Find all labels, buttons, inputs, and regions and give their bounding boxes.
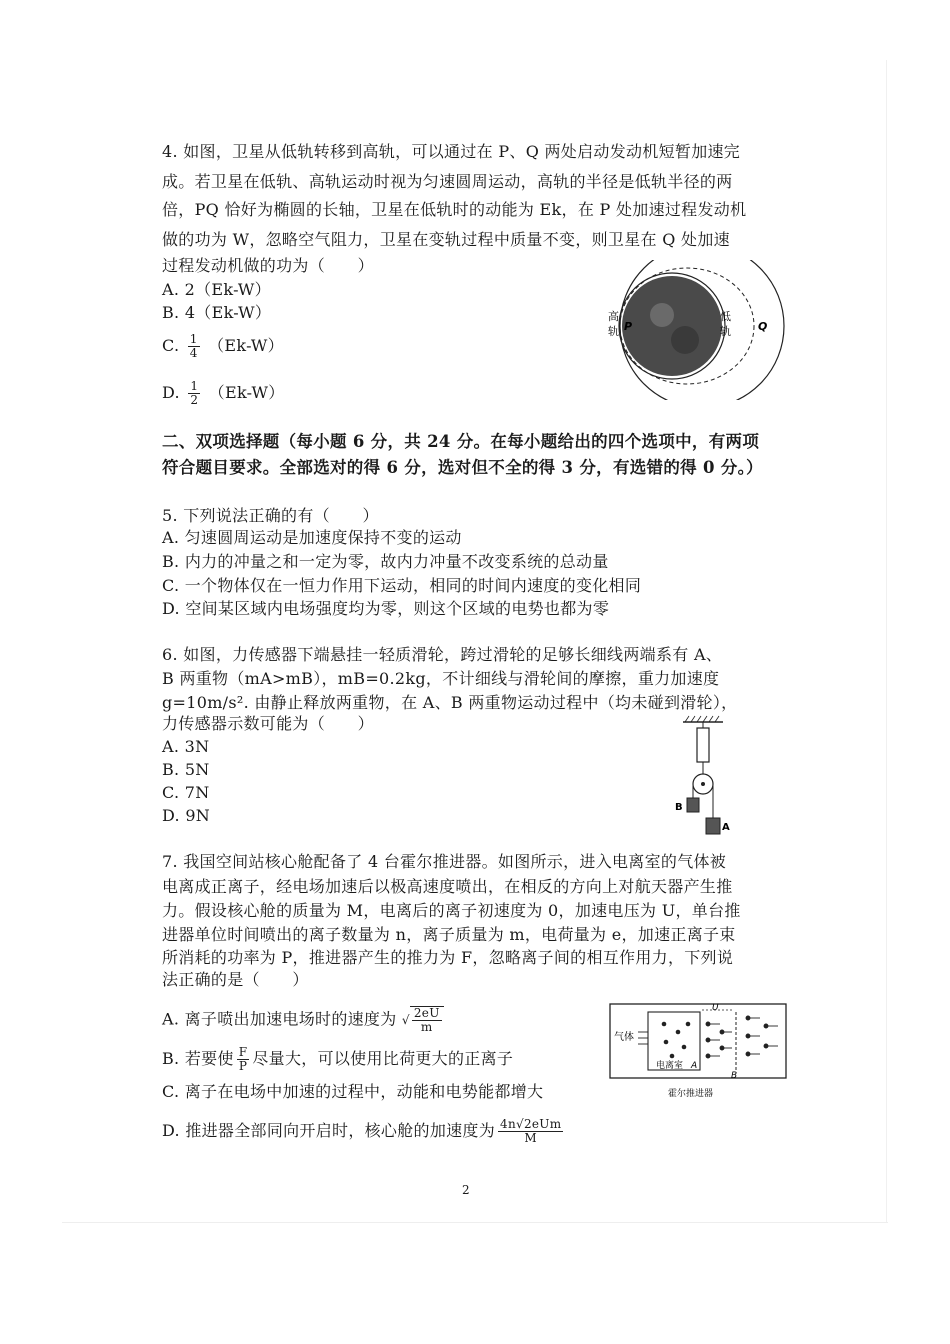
q7-option-b-pre: B. 若要使 xyxy=(162,1049,234,1068)
q4-option-d-fraction xyxy=(188,380,200,407)
q5-option-a: A. 匀速圆周运动是加速度保持不变的运动 xyxy=(162,528,462,547)
q6-option-b: B. 5N xyxy=(162,760,210,779)
label-weight-a: A xyxy=(722,822,730,833)
q7-line-5: 所消耗的功率为 P，推进器产生的推力为 F，忽略离子间的相互作用力，下列说 xyxy=(162,948,734,967)
q4-option-c-den: 4 xyxy=(189,346,198,360)
planet-earth xyxy=(622,276,722,376)
q6-line-3: g=10m/s². 由静止释放两重物，在 A、B 两重物运动过程中（均未碰到滑轮）， xyxy=(162,693,738,712)
label-q: Q xyxy=(758,320,768,333)
q4-option-c-prefix: C. xyxy=(162,336,180,355)
label-low-1: 低 xyxy=(720,310,731,323)
q6-line-1: 6. 如图，力传感器下端悬挂一轻质滑轮，跨过滑轮的足够长细线两端系有 A、 xyxy=(162,645,723,664)
section2-header-1: 二、双项选择题（每小题 6 分，共 24 分。在每小题给出的四个选项中，有两项 xyxy=(162,432,760,451)
q4-option-c-fraction xyxy=(188,333,200,360)
q4-option-c-num: 1 xyxy=(189,332,198,346)
q7-line-2: 电离成正离子，经电场加速后以极高速度喷出，在相反的方向上对航天器产生推 xyxy=(162,877,733,896)
q4-option-d-suffix: （Ek-W） xyxy=(208,383,285,402)
q4-line-4: 做的功为 W，忽略空气阻力，卫星在变轨过程中质量不变，则卫星在 Q 处加速 xyxy=(162,230,730,249)
label-grid-b: B xyxy=(731,1071,738,1081)
label-p: P xyxy=(624,320,633,333)
q5-option-c: C. 一个物体仅在一恒力作用下运动，相同的时间内速度的变化相同 xyxy=(162,576,642,595)
q7-option-b xyxy=(162,1046,513,1073)
q7-option-b-den: P xyxy=(238,1059,248,1073)
label-grid-a: A xyxy=(691,1061,698,1071)
q7-option-d-fraction xyxy=(498,1118,563,1145)
label-low-2: 轨 xyxy=(720,325,731,338)
figure-caption: 霍尔推进器 xyxy=(668,1089,714,1099)
q4-option-c xyxy=(162,333,284,360)
thruster-frame xyxy=(610,1004,786,1078)
q4-option-a: A. 2（Ek-W） xyxy=(162,280,271,299)
q4-option-d xyxy=(162,380,285,407)
weight-a xyxy=(706,818,720,834)
q7-option-b-fraction xyxy=(237,1046,250,1073)
label-u: U xyxy=(712,1003,719,1013)
q7-line-6: 法正确的是（ ） xyxy=(162,970,309,989)
label-gas: 气体 xyxy=(614,1032,634,1043)
q6-option-d: D. 9N xyxy=(162,806,211,825)
q4-option-c-suffix: （Ek-W） xyxy=(208,336,284,355)
label-chamber: 电离室 xyxy=(656,1061,684,1071)
q5-option-d: D. 空间某区域内电场强度均为零，则这个区域的电势也都为零 xyxy=(162,599,610,618)
q5-stem: 5. 下列说法正确的有（ ） xyxy=(162,506,379,525)
q7-option-c: C. 离子在电场中加速的过程中，动能和电势能都增大 xyxy=(162,1082,544,1101)
force-sensor xyxy=(697,728,709,762)
q7-option-a-den: m xyxy=(420,1020,433,1034)
q4-option-d-prefix: D. xyxy=(162,383,180,402)
q7-option-a-sqrt: √ $\frac{2eU}{m}$ xyxy=(402,1006,444,1034)
q5-option-b: B. 内力的冲量之和一定为零，故内力冲量不改变系统的总动量 xyxy=(162,552,609,571)
q7-option-a-num: 2eU xyxy=(413,1006,440,1020)
q4-option-d-den: 2 xyxy=(190,393,199,407)
gas-arrows xyxy=(638,1032,648,1044)
q7-option-d-den: M xyxy=(524,1131,537,1145)
label-weight-b: B xyxy=(675,802,683,813)
q4-option-b: B. 4（Ek-W） xyxy=(162,303,272,322)
q7-option-b-num: F xyxy=(238,1045,248,1059)
section2-header-2: 符合题目要求。全部选对的得 6 分，选对但不全的得 3 分，有选错的得 0 分。） xyxy=(162,458,763,477)
ions-in-chamber xyxy=(662,1022,691,1059)
q7-line-3: 力。假设核心舱的质量为 M，电离后的离子初速度为 0，加速电压为 U，单台推 xyxy=(162,901,741,920)
page-edge-bottom xyxy=(62,1222,888,1223)
q7-option-d-num: 4n√2eUm xyxy=(500,1117,562,1131)
orbit-figure xyxy=(600,260,790,400)
q7-line-4: 进器单位时间喷出的离子数量为 n，离子质量为 m，电荷量为 e，加速正离子束 xyxy=(162,925,736,944)
q7-option-d xyxy=(162,1118,566,1145)
q4-line-2: 成。若卫星在低轨、高轨运动时视为匀速圆周运动，高轨的半径是低轨半径的两 xyxy=(162,172,733,191)
weight-b xyxy=(687,798,699,812)
q4-line-5: 过程发动机做的功为（ ） xyxy=(162,256,374,275)
q4-line-3: 倍，PQ 恰好为椭圆的长轴，卫星在低轨时的动能为 Ek，在 P 处加速过程发动机 xyxy=(162,200,747,219)
label-high-1: 高 xyxy=(608,310,619,323)
q7-option-a xyxy=(162,1006,444,1034)
q4-option-d-num: 1 xyxy=(190,379,199,393)
accelerated-ions xyxy=(706,1016,778,1058)
q7-option-a-text: A. 离子喷出加速电场时的速度为 xyxy=(162,1009,397,1029)
label-high-2: 轨 xyxy=(608,325,619,338)
q6-option-c: C. 7N xyxy=(162,783,210,802)
hall-thruster-figure xyxy=(608,1002,790,1102)
q7-line-1: 7. 我国空间站核心舱配备了 4 台霍尔推进器。如图所示，进入电离室的气体被 xyxy=(162,852,727,871)
q4-line-1: 4. 如图，卫星从低轨转移到高轨，可以通过在 P、Q 两处启动发动机短暂加速完 xyxy=(162,142,741,161)
q7-option-d-text: D. 推进器全部同向开启时，核心舱的加速度为 xyxy=(162,1121,496,1140)
q7-option-b-post: 尽量大，可以使用比荷更大的正离子 xyxy=(252,1049,514,1068)
page-number: 2 xyxy=(462,1183,470,1197)
page-edge-right xyxy=(886,60,887,1222)
q6-line-2: B 两重物（mA>mB），mB=0.2kg，不计细线与滑轮间的摩擦，重力加速度 xyxy=(162,669,720,688)
pulley-figure xyxy=(665,712,745,842)
q6-line-4: 力传感器示数可能为（ ） xyxy=(162,714,374,733)
q6-option-a: A. 3N xyxy=(162,737,210,756)
